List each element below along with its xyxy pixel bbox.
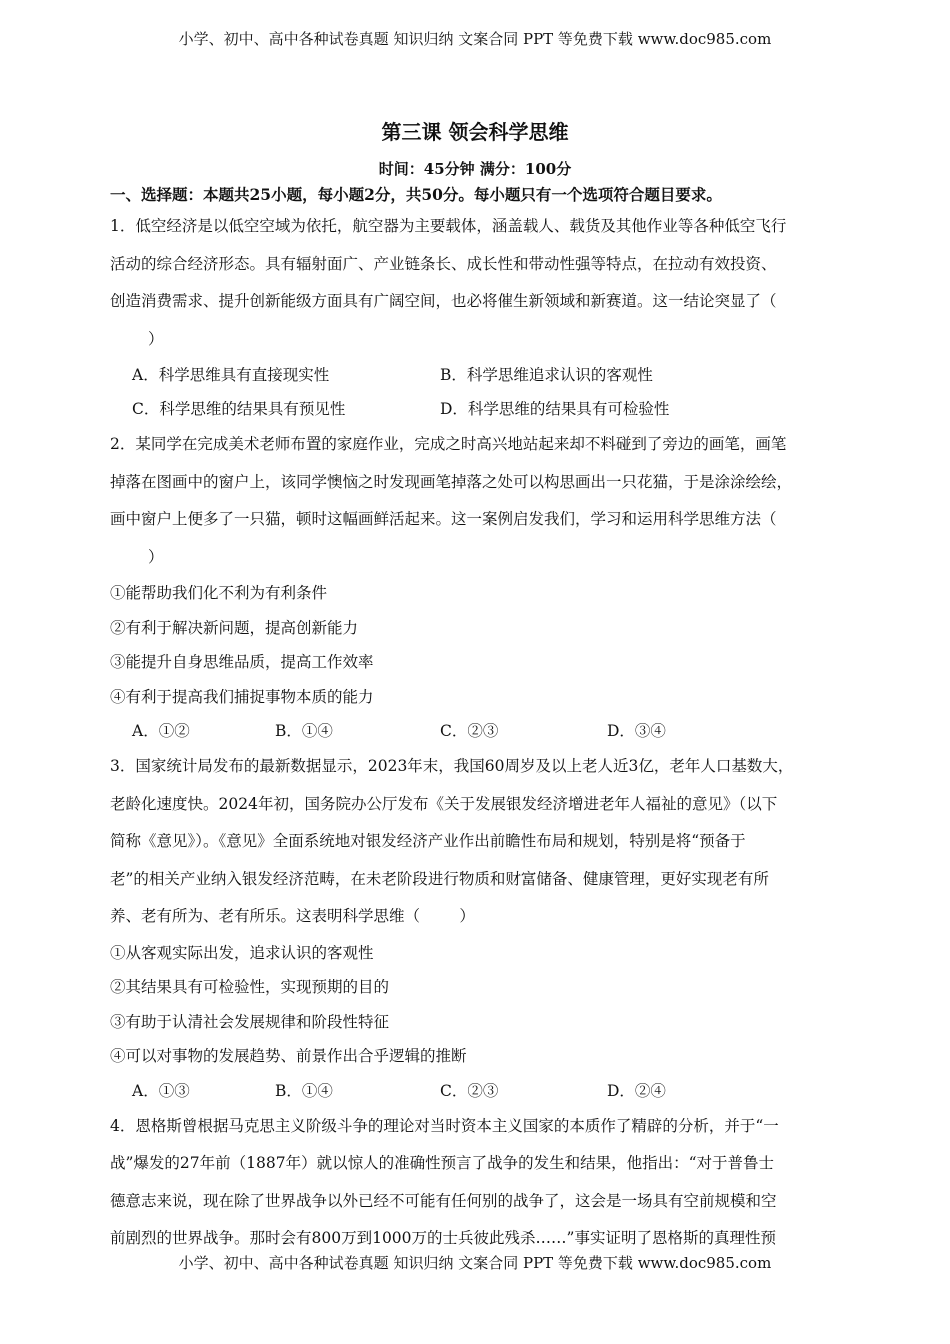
statement-item: ④可以对事物的发展趋势、前景作出合乎逻辑的推断	[110, 1047, 467, 1065]
question-4	[110, 1108, 840, 1258]
page-header: 小学、初中、高中各种试卷真题 知识归纳 文案合同 PPT 等免费下载 www.doc985.com	[178, 30, 772, 48]
option-c: C．②③	[440, 1081, 499, 1100]
question-stem-line: 老”的相关产业纳入银发经济范畴，在未老阶段进行物质和财富储备、健康管理，更好实现老有所	[110, 869, 769, 888]
question-stem-line: 3．国家统计局发布的最新数据显示，2023年末，我国60周岁及以上老人近3亿，老年人口基数大，	[110, 757, 794, 775]
option-d: D．③④	[607, 722, 666, 740]
option-a: A．①②	[132, 722, 190, 740]
statement-item: ①能帮助我们化不利为有利条件	[110, 584, 328, 602]
question-3	[110, 748, 840, 1108]
question-stem-line: 老龄化速度快。2024年初，国务院办公厅发布《关于发展银发经济增进老年人福祉的意见》（以下	[110, 794, 778, 813]
question-stem-line: 德意志来说，现在除了世界战争以外已经不可能有任何别的战争了，这会是一场具有空前规模和空	[110, 1191, 777, 1210]
question-stem-line: 2．某同学在完成美术老师布置的家庭作业，完成之时高兴地站起来却不料碰到了旁边的画笔，画笔	[110, 435, 787, 453]
question-stem-line: 掉落在图画中的窗户上，该同学懊恼之时发现画笔掉落之处可以构思画出一只花猫，于是涂涂绘绘，	[110, 472, 793, 491]
question-stem-line: 养、老有所为、老有所乐。这表明科学思维（ ）	[110, 907, 475, 925]
page-title: 第三课 领会科学思维	[381, 120, 569, 144]
statement-item: ①从客观实际出发，追求认识的客观性	[110, 943, 374, 962]
option-b: B．①④	[275, 722, 333, 740]
statement-item: ②有利于解决新问题，提高创新能力	[110, 618, 359, 637]
option-c: C．②③	[440, 722, 499, 740]
option-d: D．科学思维的结果具有可检验性	[440, 400, 670, 418]
options-row	[110, 714, 840, 748]
question-2	[110, 426, 840, 748]
question-stem-line: ）	[148, 329, 164, 348]
options-row	[110, 1074, 840, 1108]
exam-time-score: 时间：45分钟 满分：100分	[378, 160, 572, 178]
option-b: B．①④	[275, 1081, 333, 1100]
question-stem-line: ）	[148, 547, 164, 566]
page-footer: 小学、初中、高中各种试卷真题 知识归纳 文案合同 PPT 等免费下载 www.doc985.com	[178, 1254, 772, 1272]
statement-item: ③能提升自身思维品质，提高工作效率	[110, 653, 374, 671]
options-row	[110, 392, 840, 426]
statement-item: ④有利于提高我们捕捉事物本质的能力	[110, 687, 374, 706]
question-1	[110, 208, 840, 426]
question-stem-line: 4．恩格斯曾根据马克思主义阶级斗争的理论对当时资本主义国家的本质作了精辟的分析，并于“一	[110, 1116, 779, 1135]
question-stem-line: 画中窗户上便多了一只猫，顿时这幅画鲜活起来。这一案例启发我们，学习和运用科学思维方法（	[110, 510, 777, 528]
question-stem-line: 前剧烈的世界战争。那时会有800万到1000万的士兵彼此残杀……”事实证明了恩格斯的真理性预	[110, 1229, 776, 1247]
question-stem-line: 1．低空经济是以低空空域为依托，航空器为主要载体，涵盖载人、载货及其他作业等各种低空飞行	[110, 217, 787, 235]
question-stem-line: 创造消费需求、提升创新能级方面具有广阔空间，也必将催生新领域和新赛道。这一结论突显了（	[110, 292, 777, 310]
question-stem-line: 简称《意见》）。《意见》全面系统地对银发经济产业作出前瞻性布局和规划，特别是将“预备于	[110, 832, 746, 850]
option-a: A．科学思维具有直接现实性	[132, 366, 330, 384]
option-a: A．①③	[132, 1081, 190, 1100]
option-c: C．科学思维的结果具有预见性	[132, 400, 346, 418]
statement-item: ③有助于认清社会发展规律和阶段性特征	[110, 1012, 390, 1031]
section-heading: 一、选择题：本题共25小题，每小题2分，共50分。每小题只有一个选项符合题目要求。	[110, 185, 722, 204]
option-d: D．②④	[607, 1081, 666, 1100]
statement-item: ②其结果具有可检验性，实现预期的目的	[110, 978, 390, 996]
question-stem-line: 战”爆发的27年前（1887年）就以惊人的准确性预言了战争的发生和结果，他指出：“对于普鲁士	[110, 1154, 775, 1172]
options-row	[110, 358, 840, 392]
exam-body	[110, 182, 840, 1258]
question-stem-line: 活动的综合经济形态。具有辐射面广、产业链条长、成长性和带动性强等特点，在拉动有效投资、	[110, 254, 777, 273]
option-b: B．科学思维追求认识的客观性	[440, 366, 653, 384]
